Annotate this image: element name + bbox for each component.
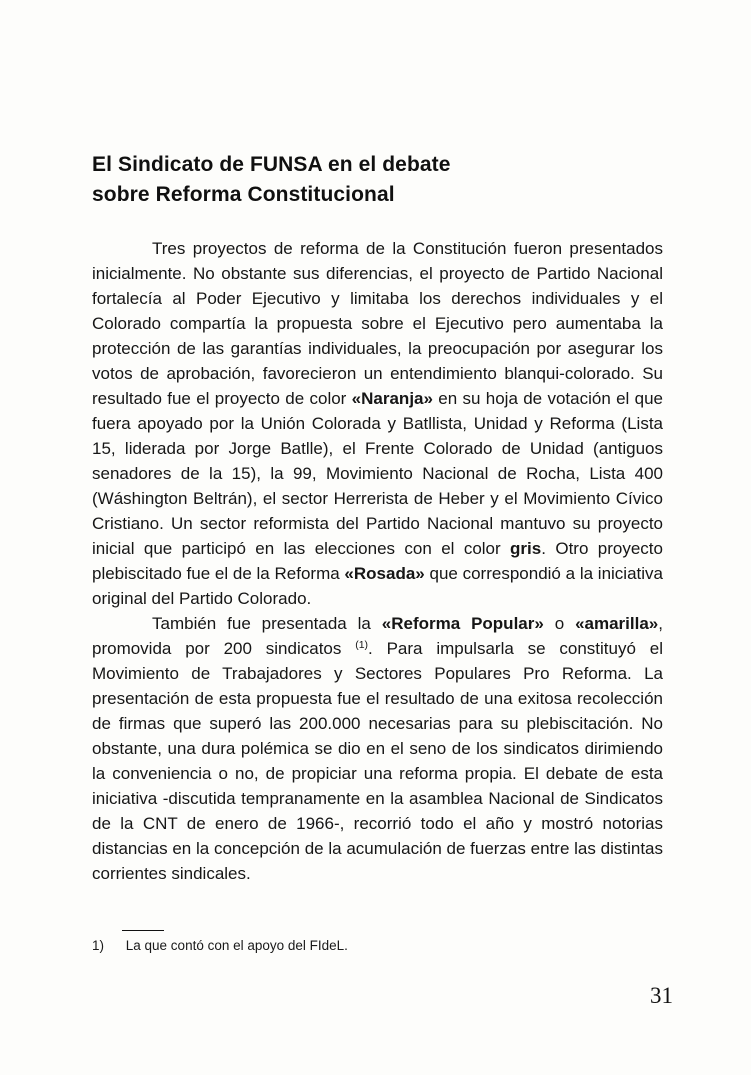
- footnote: [92, 938, 348, 953]
- footnote-marker: 1): [92, 938, 105, 953]
- page-title: [92, 150, 451, 210]
- title-line-2: sobre Reforma Constitucional: [92, 183, 395, 206]
- body-text: [92, 236, 663, 886]
- footnote-separator-rule: [122, 930, 164, 931]
- title-line-1: El Sindicato de FUNSA en el debate: [92, 153, 451, 176]
- paragraph-1: Tres proyectos de reforma de la Constitución fueron presentados inicialmente. No obstante sus diferencias, el proyecto de Partido Nacional fortalecía al Poder Ejecutivo y limitaba los derechos individuales y el Colorado compartía la propuesta sobre el Ejecutivo pero aumentaba la protección de las garantías individuales, la preocupación por asegurar los votos de aprobación, favorecieron un entendimiento blanqui-colorado. Su resultado fue el proyecto de color «Naranja» en su hoja de votación el que fuera apoyado por la Unión Colorada y Batllista, Unidad y Reforma (Lista 15, liderada por Jorge Batlle), el Frente Colorado de Unidad (antiguos senadores de la 15), la 99, Movimiento Nacional de Rocha, Lista 400 (Wáshington Beltrán), el sector Herrerista de Heber y el Movimiento Cívico Cristiano. Un sector reformista del Partido Nacional mantuvo su proyecto inicial que participó en las elecciones con el color gris. Otro proyecto plebiscitado fue el de la Reforma «Rosada» que correspondió a la iniciativa original del Partido Colorado.: [92, 239, 663, 608]
- footnote-text: La que contó con el apoyo del FIdeL.: [125, 938, 348, 953]
- paragraph-2: También fue presentada la «Reforma Popular» o «amarilla», promovida por 200 sindicatos $^{(1)}$. Para impulsarla se constituyó el Movimiento de Trabajadores y Sectores Populares Pro Reforma. La presentación de esta propuesta fue el resultado de una exitosa recolección de firmas que superó las 200.000 necesarias para su plebiscitación. No obstante, una dura polémica se dio en el seno de los sindicatos dirimiendo la conveniencia o no, de propiciar una reforma propia. El debate de esta iniciativa -discutida tempranamente en la asamblea Nacional de Sindicatos de la CNT de enero de 1966-, recorrió todo el año y mostró notorias distancias en la concepción de la acumulación de fuerzas entre las distintas corrientes sindicales.: [92, 614, 663, 883]
- page-number: 31: [650, 983, 673, 1008]
